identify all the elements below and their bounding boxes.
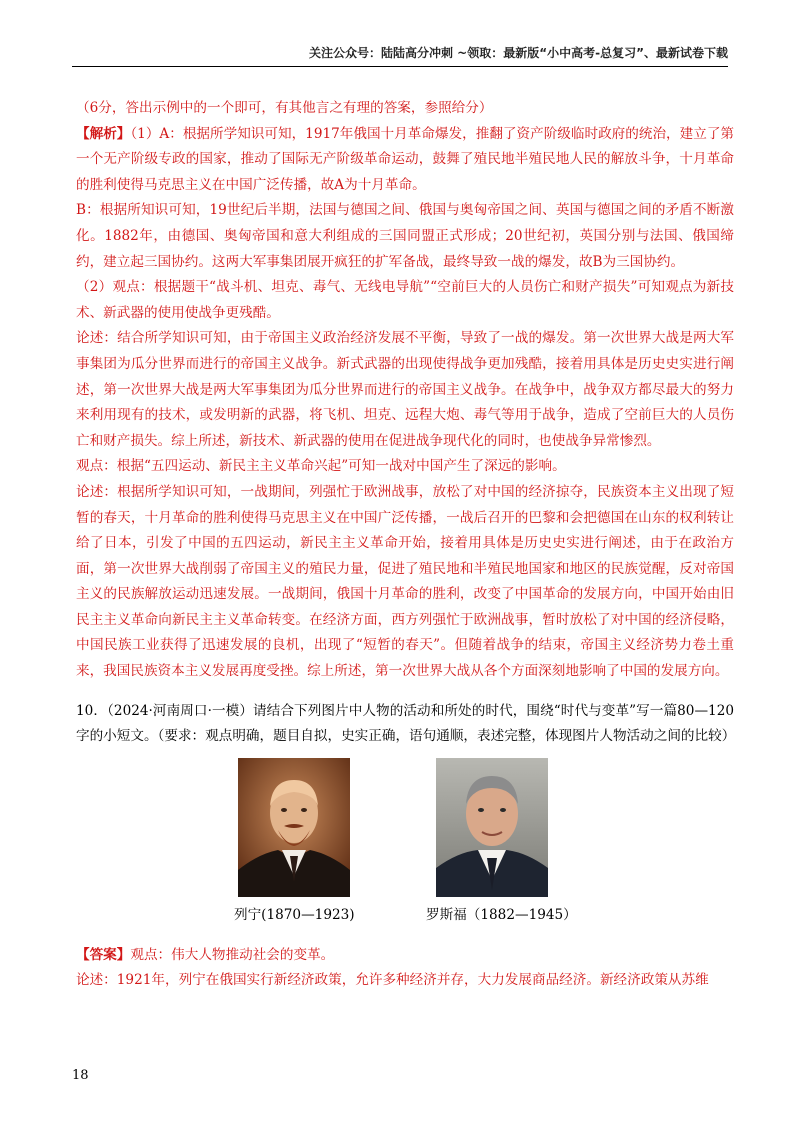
roosevelt-portrait	[436, 758, 548, 897]
header-rule	[72, 66, 728, 67]
analysis-tag: 【解析】	[76, 125, 131, 142]
scoring-note: （6分，答出示例中的一个即可，有其他言之有理的答案，参照给分）	[76, 100, 493, 116]
analysis-paragraph-2: B：根据所知识可知，19世纪后半期，法国与德国之间、俄国与奥匈帝国之间、英国与德国之间的矛盾不断激化。1882年，由德国、奥匈帝国和意大利组成的三国同盟正式形成；20世纪初，英国分别与法国、俄国缔约，建立起三国协约。这两大军事集团展开疯狂的扩军备战，最终导致一战的爆发，故B为三国协约。	[76, 202, 734, 270]
answer-point-text: 观点：伟大人物推动社会的变革。	[130, 946, 335, 963]
page-number: 18	[72, 1068, 89, 1083]
analysis-paragraph-3: （2）观点：根据题干“战斗机、坦克、毒气、无线电导航”“空前巨大的人员伤亡和财产损失”可知观点为新技术、新武器的使用使战争更残酷。	[76, 279, 734, 321]
question-10: 10．（2024·河南周口·一模）请结合下列图片中人物的活动和所处的时代，围绕“时代与变革”写一篇80—120字的小短文。（要求：观点明确，题目自拟，史实正确，语句通顺，表述完整，体现图片人物活动之间的比较）	[76, 702, 736, 745]
analysis-paragraph-1	[76, 122, 734, 199]
page-content	[76, 96, 734, 994]
analysis-paragraph-5: 观点：根据“五四运动、新民主主义革命兴起”可知一战对中国产生了深远的影响。	[76, 458, 566, 475]
lenin-portrait	[238, 758, 350, 897]
roosevelt-caption: 罗斯福（1882—1945）	[426, 906, 577, 923]
lenin-caption: 列宁(1870—1923)	[234, 906, 355, 923]
analysis-paragraph-4: 论述：结合所学知识可知，由于帝国主义政治经济发展不平衡，导致了一战的爆发。第一次世界大战是两大军事集团为瓜分世界而进行的帝国主义战争。新式武器的出现使得战争更加残酷，接着用具体是历史史实进行阐述，第一次世界大战是两大军事集团为瓜分世界而进行的帝国主义战争。在战争中，战争双方都尽最大的努力来利用现有的技术，或发明新的武器，将飞机、坦克、远程大炮、毒气等用于战争，造成了空前巨大的人员伤亡和财产损失。综上所述，新技术、新武器的使用在促进战争现代化的同时，也使战争异常惨烈。	[76, 330, 734, 449]
portrait-figures	[76, 758, 734, 958]
analysis-text-1: （1）A：根据所学知识可知，1917年俄国十月革命爆发，推翻了资产阶级临时政府的统治，建立了第一个无产阶级专政的国家，推动了国际无产阶级革命运动，鼓舞了殖民地半殖民地人民的解放斗争，十月革命的胜利使得马克思主义在中国广泛传播，故A为十月革命。	[76, 125, 735, 193]
analysis-paragraph-6: 论述：根据所学知识可知，一战期间，列强忙于欧洲战事，放松了对中国的经济掠夺，民族资本主义出现了短暂的春天，十月革命的胜利使得马克思主义在中国广泛传播，一战后召开的巴黎和会把德国在山东的权利转让给了日本，引发了中国的五四运动，新民主主义革命开始，接着用具体是历史史实进行阐述，由于在政治方面，第一次世界大战削弱了帝国主义的殖民力量，促进了殖民地和半殖民地国家和地区的民族觉醒，反对帝国主义的民族解放运动迅速发展。一战期间，俄国十月革命的胜利，改变了中国革命的发展方向，中国开始由旧民主主义革命向新民主主义革命转变。在经济方面，西方列强忙于欧洲战事，暂时放松了对中国的经济侵略，中国民族工业获得了迅速发展的良机，出现了“短暂的春天”。但随着战争的结束，帝国主义经济势力卷土重来，我国民族资本主义发展再度受挫。综上所述，第一次世界大战从各个方面深刻地影响了中国的发展方向。	[76, 483, 734, 680]
page-header: 关注公众号：陆陆高分冲刺 ~领取：最新版“小中高考-总复习”、最新试卷下载	[309, 46, 728, 60]
answer-tag: 【答案】	[76, 946, 131, 963]
answer-paragraph-1: 论述：1921年，列宁在俄国实行新经济政策，允许多种经济并存，大力发展商品经济。新经济政策从苏维	[76, 972, 709, 989]
